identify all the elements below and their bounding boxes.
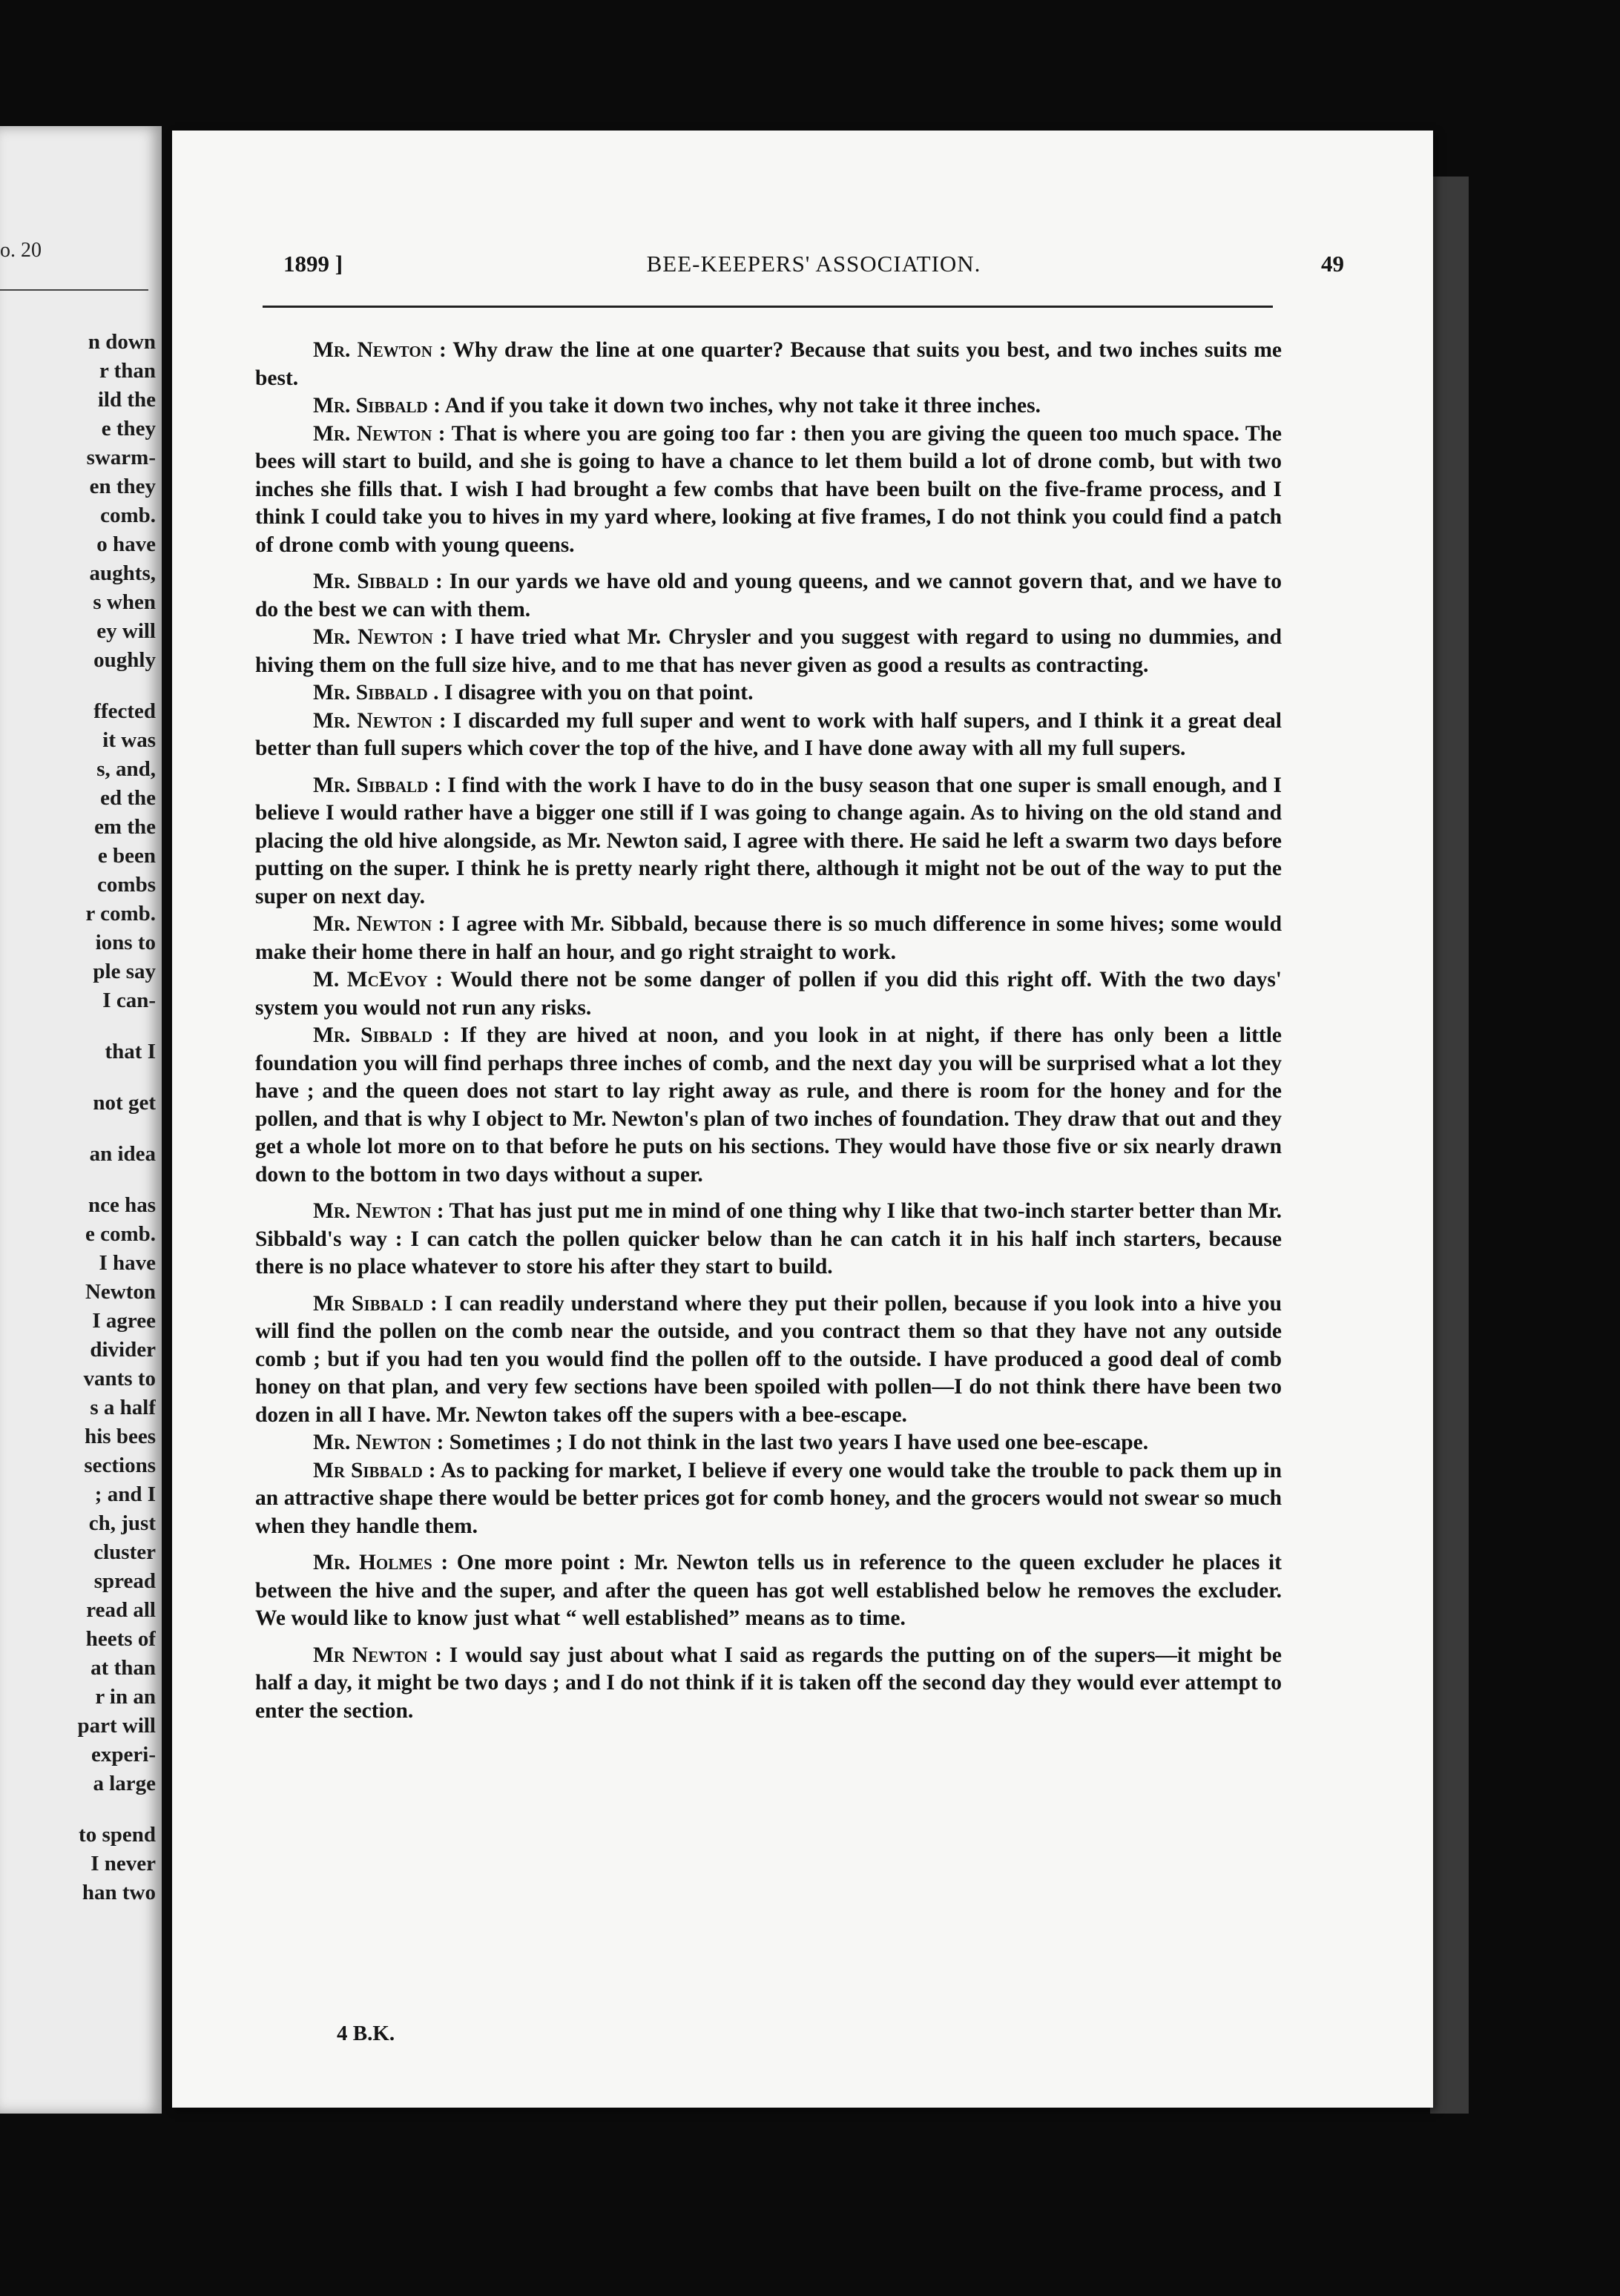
speaker-name: Mr. Newton : bbox=[313, 338, 447, 362]
paragraph-text: I agree with Mr. Sibbald, because there is so much difference in some hives; some would make their home there in half an hour, and go right straight to work. bbox=[255, 912, 1282, 964]
left-page-line: an idea bbox=[89, 1142, 156, 1166]
dialogue-paragraph bbox=[255, 1549, 1282, 1633]
book-page bbox=[172, 131, 1433, 2108]
left-page-line: it was bbox=[102, 728, 156, 752]
left-page-line: a large bbox=[93, 1772, 156, 1795]
left-page-line: ; and I bbox=[94, 1482, 156, 1506]
header-rule bbox=[263, 306, 1273, 308]
left-page-line: that I bbox=[105, 1040, 156, 1063]
left-page-line: e they bbox=[101, 417, 156, 441]
left-page-folio: o. 20 bbox=[0, 239, 42, 262]
dialogue-paragraph bbox=[255, 1022, 1282, 1189]
dialogue-paragraph bbox=[255, 772, 1282, 911]
dialogue-paragraph bbox=[255, 1429, 1282, 1457]
speaker-name: Mr. Newton : bbox=[313, 1199, 444, 1223]
left-page-line: ple say bbox=[93, 960, 156, 983]
paragraph-text: I discarded my full super and went to work with half supers, and I think it a great deal better than full supers which cover the top of the hive, and I have done away with all my full supers. bbox=[255, 708, 1282, 760]
running-head-title: BEE-KEEPERS' ASSOCIATION. bbox=[646, 251, 981, 277]
speaker-name: Mr. Sibbald : bbox=[313, 570, 443, 593]
left-page-line: comb. bbox=[100, 504, 156, 527]
left-page-line: s, and, bbox=[96, 757, 156, 781]
speaker-name: Mr. Newton : bbox=[313, 912, 446, 936]
paragraph-text: Sometimes ; I do not think in the last two years I have used one bee-escape. bbox=[444, 1431, 1149, 1454]
left-page-line: ch, just bbox=[88, 1511, 156, 1535]
left-page-line: e comb. bbox=[85, 1222, 156, 1246]
left-page-line: his bees bbox=[85, 1425, 156, 1448]
paragraph-text: I would say just about what I said as regards the putting on of the supers—it might be half a day, it might be two days ; and I do not think if it is taken off the second day they would ever attempt to enter the section. bbox=[255, 1643, 1282, 1723]
dialogue-paragraph bbox=[255, 1198, 1282, 1281]
left-page-line: to spend bbox=[79, 1823, 156, 1847]
speaker-name: Mr Sibbald : bbox=[313, 1291, 438, 1316]
paragraph-text: Would there not be some danger of pollen if you did this right off. With the two days' system you would not run any risks. bbox=[255, 968, 1282, 1020]
dialogue-paragraph bbox=[255, 1642, 1282, 1726]
left-page-line: ild the bbox=[97, 388, 156, 412]
page-body bbox=[255, 337, 1282, 1725]
left-page-line: r comb. bbox=[85, 902, 156, 926]
speaker-name: Mr Newton : bbox=[313, 1643, 442, 1667]
paragraph-text: I disagree with you on that point. bbox=[438, 681, 754, 705]
speaker-name: Mr. Sibbald : bbox=[313, 394, 441, 418]
left-page-line: em the bbox=[94, 815, 156, 839]
dialogue-paragraph bbox=[255, 568, 1282, 624]
paragraph-text: And if you take it down two inches, why not take it three inches. bbox=[440, 394, 1041, 418]
paragraph-text: Why draw the line at one quarter? Because that suits you best, and two inches suits me best. bbox=[255, 338, 1282, 390]
left-page-line: oughly bbox=[93, 648, 156, 672]
speaker-name: Mr. Holmes : bbox=[313, 1551, 449, 1574]
dialogue-paragraph bbox=[255, 420, 1282, 560]
left-page-line: combs bbox=[97, 873, 156, 897]
left-page-line: Newton bbox=[85, 1280, 156, 1304]
left-page-line: ions to bbox=[95, 931, 156, 954]
left-page-line: n down bbox=[88, 330, 156, 354]
running-head-year: 1899 ] bbox=[283, 251, 343, 277]
running-head bbox=[283, 251, 1344, 280]
left-page-line: r than bbox=[99, 359, 156, 383]
speaker-name: Mr. Sibbald . bbox=[313, 681, 439, 705]
speaker-name: M. McEvoy : bbox=[313, 968, 444, 992]
left-page-line: ffected bbox=[93, 699, 156, 723]
paragraph-text: That has just put me in mind of one thing why I like that two-inch starter better than Mr. Sibbald's way : I can catch the pollen quicker below than he can catch it in his half inch starters, because there is no place whatever to store his after they start to build. bbox=[255, 1199, 1282, 1279]
speaker-name: Mr. Newton : bbox=[313, 625, 448, 649]
speaker-name: Mr Sibbald : bbox=[313, 1458, 436, 1482]
speaker-name: Mr. Newton : bbox=[313, 708, 447, 733]
dialogue-paragraph bbox=[255, 679, 1282, 707]
left-page-line: e been bbox=[97, 844, 156, 868]
left-page-line: spread bbox=[93, 1569, 156, 1593]
left-page-line: swarm- bbox=[86, 446, 156, 469]
signature-mark: 4 B.K. bbox=[337, 2022, 395, 2045]
page-number: 49 bbox=[1321, 251, 1344, 277]
left-page-text-fragments bbox=[0, 328, 156, 1907]
left-page-line: nce has bbox=[88, 1193, 156, 1217]
left-page-line: experi- bbox=[91, 1743, 156, 1766]
dialogue-paragraph bbox=[255, 1290, 1282, 1430]
dialogue-paragraph bbox=[255, 392, 1282, 420]
left-page-line: cluster bbox=[93, 1540, 156, 1564]
left-page-line: sections bbox=[84, 1454, 156, 1477]
dialogue-paragraph bbox=[255, 911, 1282, 966]
paragraph-text: In our yards we have old and young queens, and we cannot govern that, and we have to do the best we can with them. bbox=[255, 570, 1282, 621]
left-page-line: I agree bbox=[92, 1309, 156, 1333]
page-edge-shadow bbox=[1430, 177, 1469, 2114]
left-page-line: not get bbox=[93, 1091, 156, 1115]
left-page-line: I never bbox=[90, 1852, 156, 1876]
speaker-name: Mr. Newton : bbox=[313, 421, 446, 446]
dialogue-paragraph bbox=[255, 1457, 1282, 1541]
dialogue-paragraph bbox=[255, 966, 1282, 1022]
left-page-line: I can- bbox=[102, 989, 156, 1012]
paragraph-text: I can readily understand where they put their pollen, because if you look into a hive you will find the pollen on the comb near the outside, and you contract them so that they have not any outside comb ; but if you had ten you would find the pollen off to the outside. I have produced a good deal of comb honey on that plan, and very few sections have been spoiled with pollen—I do not think there have been two dozen in all I have. Mr. Newton takes off the supers with a bee-escape. bbox=[255, 1291, 1282, 1427]
left-page-line: part will bbox=[77, 1714, 156, 1738]
speaker-name: Mr. Sibbald : bbox=[313, 773, 442, 797]
dialogue-paragraph bbox=[255, 707, 1282, 763]
left-page-line: aughts, bbox=[89, 561, 156, 585]
left-page-line: s a half bbox=[90, 1396, 156, 1419]
speaker-name: Mr. Sibbald : bbox=[313, 1023, 450, 1047]
left-page-line: o have bbox=[96, 532, 156, 556]
left-page-line: heets of bbox=[85, 1627, 156, 1651]
left-page-line: at than bbox=[90, 1656, 156, 1680]
left-page-line: I have bbox=[99, 1251, 156, 1275]
left-page-line: s when bbox=[93, 590, 156, 614]
dialogue-paragraph bbox=[255, 624, 1282, 679]
paragraph-text: I have tried what Mr. Chrysler and you suggest with regard to using no dummies, and hiving them on the full size hive, and to me that has never given as good a results as contracting. bbox=[255, 625, 1282, 677]
left-page-line: ey will bbox=[96, 619, 156, 643]
dialogue-paragraph bbox=[255, 337, 1282, 392]
left-page-line: en they bbox=[89, 475, 156, 498]
paragraph-text: If they are hived at noon, and you look in at night, if there has only been a little foundation you will find perhaps three inches of comb, and the next day you will be surprised what a lot they have ; and the queen does not start to lay right away as rule, and there is room for the honey and for the pollen, and that is why I object to Mr. Newton's plan of two inches of foundation. They draw that out and they get a whole lot more on to that before he puts on his sections. They would have those five or six nearly drawn down to the bottom in two days without a super. bbox=[255, 1023, 1282, 1187]
paragraph-text: I find with the work I have to do in the busy season that one super is small enough, and I believe I would rather have a bigger one still if I was going to change again. As to hiving on the old stand and placing the old hive alongside, as Mr. Newton said, I agree with there. He said he left a swarm two days before putting on the super. I think he is pretty nearly right there, although it might not be out of the way to put the super on next day. bbox=[255, 773, 1282, 908]
paragraph-text: That is where you are going too far : then you are giving the queen too much space. The bees will start to build, and she is going to have a chance to let them build a lot of drone comb, but with two inches she fills that. I wish I had brought a few combs that have been built on the five-frame process, and I think I could take you to hives in my yard where, looking at five frames, I do not think you could find a patch of drone comb with young queens. bbox=[255, 421, 1282, 557]
left-page-line: vants to bbox=[83, 1367, 156, 1391]
left-page-line: ed the bbox=[100, 786, 156, 810]
left-page-line: r in an bbox=[95, 1685, 156, 1709]
left-page-rule bbox=[0, 289, 148, 291]
speaker-name: Mr. Newton : bbox=[313, 1431, 444, 1454]
facing-left-page bbox=[0, 126, 162, 2114]
paragraph-text: One more point : Mr. Newton tells us in reference to the queen excluder he places it between the hive and the super, and after the queen has got well established below he removes the excluder. We would like to know just what “ well established” means as to time. bbox=[255, 1551, 1282, 1630]
left-page-line: han two bbox=[82, 1881, 156, 1904]
left-page-line: divider bbox=[90, 1338, 156, 1362]
paragraph-text: As to packing for market, I believe if every one would take the trouble to pack them up in an attractive shape there would be better prices got for comb honey, and the grocers would not swear so much when they handle them. bbox=[255, 1458, 1282, 1538]
left-page-line: read all bbox=[86, 1598, 156, 1622]
